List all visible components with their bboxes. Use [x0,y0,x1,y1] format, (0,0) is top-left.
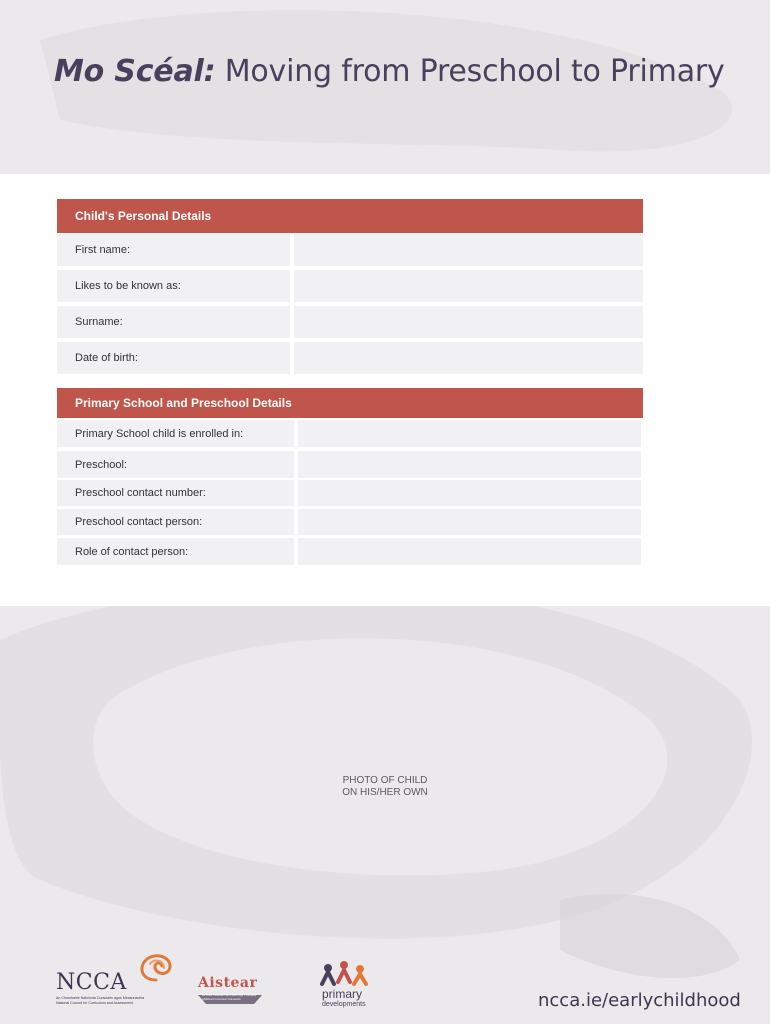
preschool-contact-number-field[interactable] [298,480,641,506]
row-known-as [57,270,643,302]
surname-field[interactable] [294,306,643,338]
row-preschool-contact-person [57,509,641,535]
first-name-field[interactable] [294,234,643,266]
row-primary-school [57,420,641,447]
row-label: Likes to be known as: [57,270,290,302]
page-title [54,54,725,89]
row-date-of-birth [57,342,643,374]
row-label: Preschool contact number: [57,480,294,506]
ncca-subtitle-english: National Council for Curriculum and Assessment [56,1001,134,1005]
row-label: Role of contact person: [57,538,294,565]
known-as-field[interactable] [294,270,643,302]
ncca-swirl-icon [136,950,176,984]
ncca-logo [56,950,176,1010]
primary-school-field[interactable] [298,420,641,447]
row-label: First name: [57,234,290,266]
ncca-subtitle [56,996,186,1006]
title-emphasis: Mo Scéal: [54,54,216,89]
footer-url[interactable]: ncca.ie/earlychildhood [538,990,741,1011]
row-label: Surname: [57,306,290,338]
section-header-school-details: Primary School and Preschool Details [57,388,643,418]
ncca-subtitle-irish: An Chomhairle Náisiúnta Curaclaim agus Measúnachta [56,996,145,1000]
primary-subtitle: developments [322,1001,366,1008]
row-label: Date of birth: [57,342,290,374]
role-of-contact-person-field[interactable] [298,538,641,565]
row-preschool [57,451,641,478]
row-label: Preschool: [57,451,294,478]
row-preschool-contact-number [57,480,641,506]
title-rest: Moving from Preschool to Primary [215,54,725,89]
row-label: Preschool contact person: [57,509,294,535]
section-header-personal-details: Child's Personal Details [57,199,643,233]
photo-label-line2: ON HIS/HER OWN [342,787,428,798]
preschool-field[interactable] [298,451,641,478]
row-label: Primary School child is enrolled in: [57,420,294,447]
date-of-birth-field[interactable] [294,342,643,374]
primary-developments-logo [318,960,378,1016]
aistear-wordmark: Aistear [198,975,258,991]
aistear-subtitle: An Creat Curaclaim don Luath-Óige / The Early Childhood Curriculum Framework [202,994,257,1001]
photo-label-line1: PHOTO OF CHILD [342,775,428,786]
row-surname [57,306,643,338]
ncca-wordmark: NCCA [56,970,127,995]
aistear-logo [196,975,268,1011]
photo-placeholder-label [285,775,485,799]
primary-figures-icon [318,960,378,988]
preschool-contact-person-field[interactable] [298,509,641,535]
row-first-name [57,234,643,266]
primary-wordmark: primary [322,987,363,1001]
row-role-of-contact-person [57,538,641,565]
